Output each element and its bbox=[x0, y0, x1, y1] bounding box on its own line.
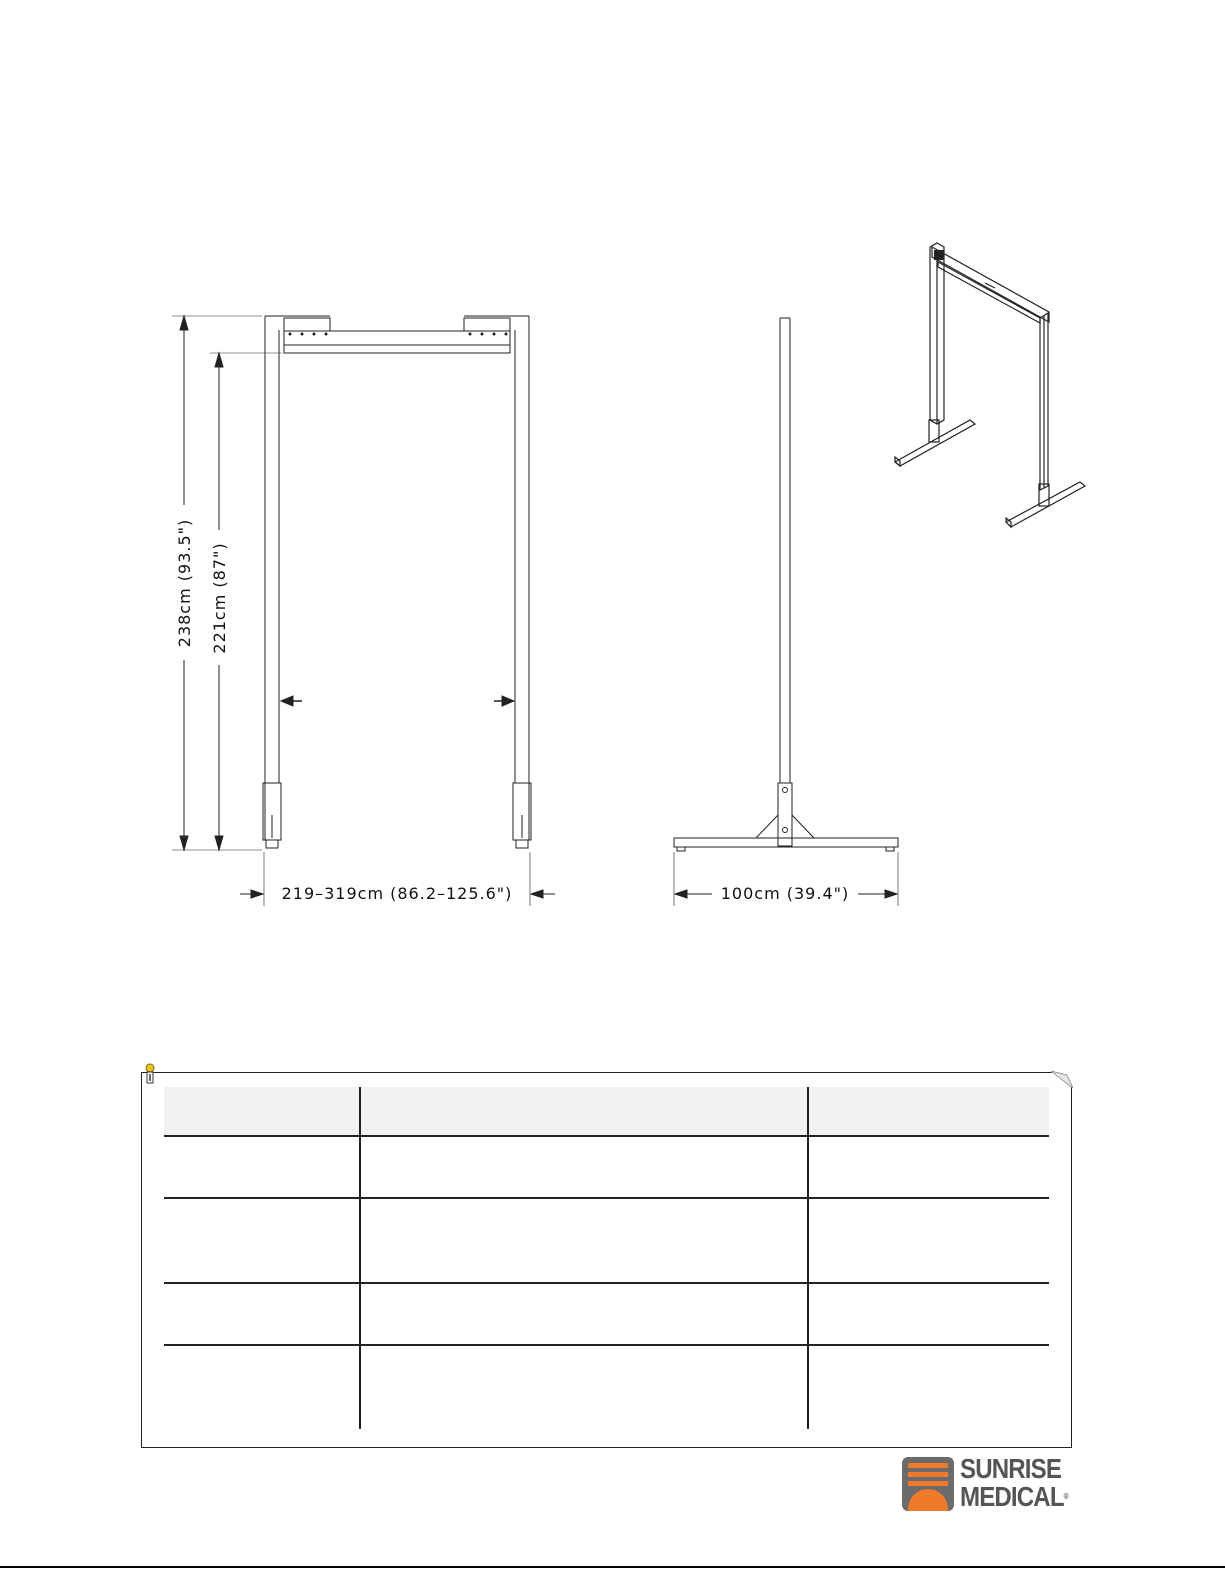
table-row bbox=[164, 1198, 1049, 1283]
sunrise-logo-icon bbox=[902, 1457, 954, 1511]
table-cell bbox=[808, 1345, 1049, 1429]
outer-height-label: 238cm (93.5") bbox=[175, 518, 194, 648]
table-cell bbox=[360, 1283, 808, 1345]
table-cell bbox=[808, 1283, 1049, 1345]
header-cell bbox=[808, 1087, 1049, 1136]
pin-icon bbox=[144, 1063, 156, 1085]
table-cell bbox=[808, 1198, 1049, 1283]
header-cell bbox=[164, 1087, 360, 1136]
table-cell bbox=[360, 1345, 808, 1429]
table-cell bbox=[164, 1345, 360, 1429]
table-row bbox=[164, 1136, 1049, 1198]
spec-table bbox=[164, 1087, 1049, 1429]
table-cell bbox=[360, 1198, 808, 1283]
sunrise-medical-logo bbox=[902, 1455, 1072, 1513]
table-header-row bbox=[164, 1087, 1049, 1136]
table-cell bbox=[808, 1136, 1049, 1198]
front-view bbox=[172, 316, 555, 906]
logo-text-line1: SUNRISE bbox=[960, 1453, 1062, 1484]
table-row bbox=[164, 1283, 1049, 1345]
logo-text-line2: MEDICAL® bbox=[960, 1481, 1069, 1512]
isometric-view bbox=[895, 243, 1085, 527]
registered-mark: ® bbox=[1063, 1492, 1069, 1501]
table-cell bbox=[360, 1136, 808, 1198]
table-cell bbox=[164, 1198, 360, 1283]
page-curl-icon bbox=[1049, 1071, 1073, 1089]
page-bottom-rule bbox=[0, 1566, 1225, 1568]
inner-height-label: 221cm (87") bbox=[210, 542, 229, 654]
table-cell bbox=[164, 1136, 360, 1198]
front-width-label: 219–319cm (86.2–125.6") bbox=[281, 884, 513, 903]
side-depth-label: 100cm (39.4") bbox=[720, 884, 850, 903]
side-view bbox=[674, 318, 898, 906]
spec-table-frame bbox=[141, 1072, 1072, 1448]
header-cell bbox=[360, 1087, 808, 1136]
table-row bbox=[164, 1345, 1049, 1429]
table-cell bbox=[164, 1283, 360, 1345]
